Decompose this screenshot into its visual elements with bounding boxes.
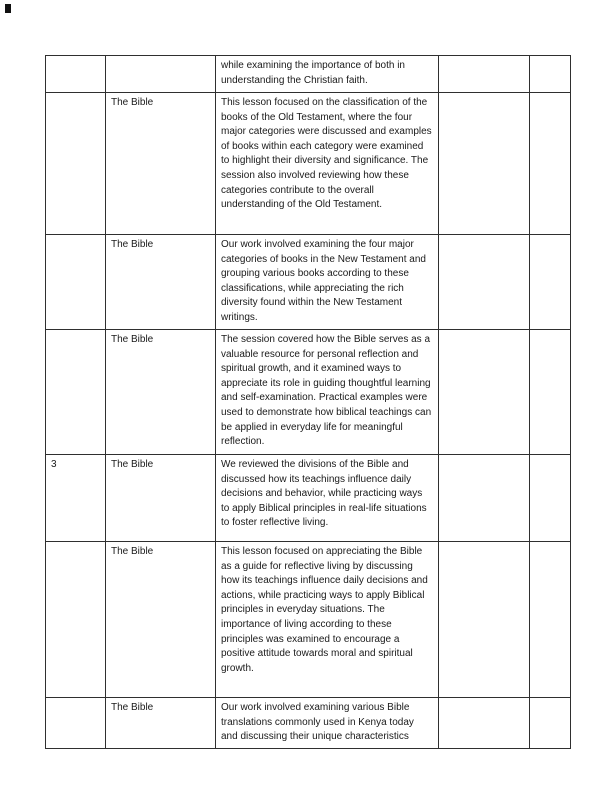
cell-empty (439, 56, 530, 93)
cell-topic: The Bible (106, 542, 216, 698)
table-row (46, 455, 571, 542)
cell-topic (106, 56, 216, 93)
cell-empty (530, 455, 571, 542)
cell-topic: The Bible (106, 698, 216, 749)
table-row (46, 93, 571, 235)
cell-week-number (46, 235, 106, 330)
cell-topic: The Bible (106, 235, 216, 330)
table-row (46, 56, 571, 93)
cell-empty (439, 235, 530, 330)
table-row (46, 542, 571, 698)
cell-description: This lesson focused on the classification of the books of the Old Testament, where the four major categories were discussed and examples of books within each category were examined to highlight their diversity and significance. The session also involved reviewing how these categories contribute to the overall understanding of the Old Testament. (216, 93, 439, 235)
cell-empty (530, 542, 571, 698)
cell-description: We reviewed the divisions of the Bible and discussed how its teachings influence daily decisions and behavior, while practicing ways to apply Biblical principles in real-life situations to foster reflective living. (216, 455, 439, 542)
cell-description: This lesson focused on appreciating the Bible as a guide for reflective living by discussing how its teachings influence daily decisions and actions, while practicing ways to apply Biblical principles in everyday situations. The importance of living according to these principles was examined to encourage a positive attitude towards moral and spiritual growth. (216, 542, 439, 698)
cell-week-number (46, 330, 106, 455)
cell-week-number (46, 542, 106, 698)
cell-empty (530, 93, 571, 235)
table-row (46, 235, 571, 330)
cell-empty (439, 542, 530, 698)
lesson-table (45, 55, 571, 749)
table-row (46, 698, 571, 749)
cell-week-number (46, 93, 106, 235)
table-row (46, 330, 571, 455)
cell-empty (439, 698, 530, 749)
cell-empty (530, 56, 571, 93)
cell-description: Our work involved examining various Bible translations commonly used in Kenya today and discussing their unique characteristics (216, 698, 439, 749)
cell-empty (530, 330, 571, 455)
cell-empty (530, 698, 571, 749)
cell-week-number (46, 56, 106, 93)
cell-week-number: 3 (46, 455, 106, 542)
cell-empty (439, 93, 530, 235)
cell-empty (439, 330, 530, 455)
cell-description: The session covered how the Bible serves as a valuable resource for personal reflection and spiritual growth, and it examined ways to appreciate its role in guiding thoughtful learning and self-examination. Practical examples were used to demonstrate how biblical teachings can be applied in everyday life for meaningful reflection. (216, 330, 439, 455)
cell-topic: The Bible (106, 93, 216, 235)
cell-description: while examining the importance of both in understanding the Christian faith. (216, 56, 439, 93)
cell-empty (439, 455, 530, 542)
cell-topic: The Bible (106, 330, 216, 455)
cell-week-number (46, 698, 106, 749)
cell-topic: The Bible (106, 455, 216, 542)
page-corner-mark (5, 4, 11, 13)
cell-description: Our work involved examining the four major categories of books in the New Testament and grouping various books according to these classifications, while appreciating the rich diversity found within the New Testament writings. (216, 235, 439, 330)
cell-empty (530, 235, 571, 330)
